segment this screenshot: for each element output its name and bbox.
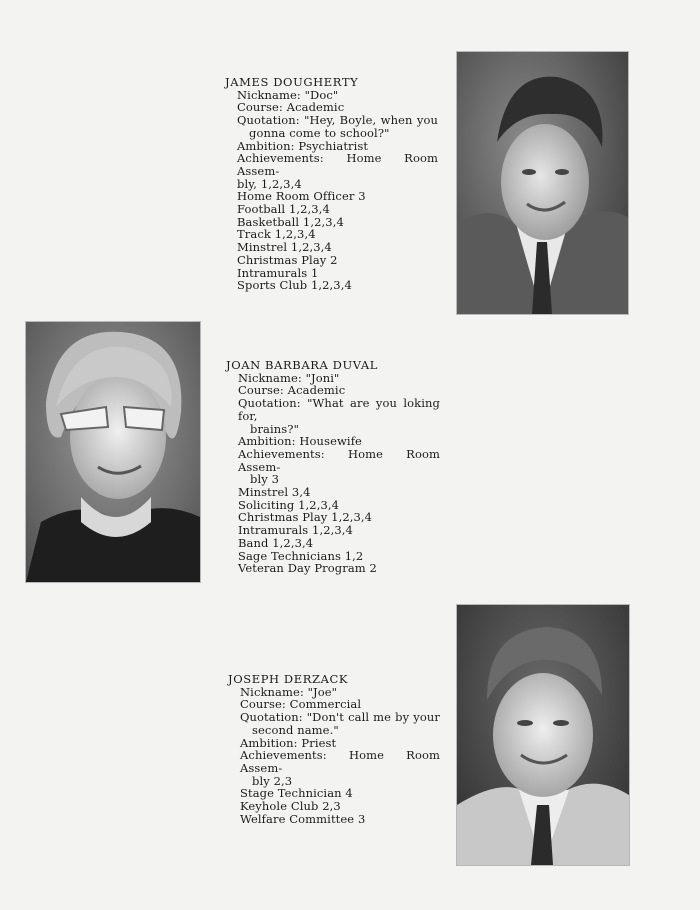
portrait-image bbox=[26, 322, 200, 582]
detail-line: Quotation: "What are you loking for, bbox=[238, 396, 440, 423]
student-details bbox=[238, 372, 440, 575]
detail-line: Ambition: Psychiatrist bbox=[237, 138, 369, 153]
detail-line: gonna come to school?" bbox=[249, 125, 390, 140]
portrait-image bbox=[457, 605, 629, 865]
detail-line: bly 3 bbox=[250, 472, 280, 487]
detail-line: Soliciting 1,2,3,4 bbox=[238, 497, 340, 512]
detail-line: Course: Academic bbox=[238, 383, 346, 398]
detail-line: Christmas Play 2 bbox=[237, 252, 338, 267]
detail-line: Nickname: "Joni" bbox=[238, 370, 340, 385]
student-name: JOSEPH DERZACK bbox=[228, 672, 349, 686]
detail-line: Stage Technician 4 bbox=[240, 786, 353, 801]
detail-line: Nickname: "Doc" bbox=[237, 87, 339, 102]
detail-line: Intramurals 1 bbox=[237, 265, 319, 280]
detail-line: second name." bbox=[252, 722, 339, 737]
portrait-image bbox=[457, 52, 628, 314]
student-details bbox=[237, 89, 438, 292]
student-entry-dougherty bbox=[225, 76, 438, 292]
detail-line: Minstrel 1,2,3,4 bbox=[237, 240, 332, 255]
detail-line: Course: Academic bbox=[237, 100, 345, 115]
detail-line: bly, 1,2,3,4 bbox=[237, 176, 302, 191]
detail-line: Achievements: Home Room Assem- bbox=[237, 151, 438, 178]
detail-line: Welfare Committee 3 bbox=[240, 811, 366, 826]
detail-line: Quotation: "Don't call me by your bbox=[240, 710, 440, 725]
detail-line: Basketball 1,2,3,4 bbox=[237, 214, 344, 229]
detail-line: Ambition: Priest bbox=[240, 735, 337, 750]
detail-line: Christmas Play 1,2,3,4 bbox=[238, 510, 373, 525]
detail-line: Minstrel 3,4 bbox=[238, 485, 311, 500]
detail-line: brains?" bbox=[250, 421, 299, 436]
detail-line: Sage Technicians 1,2 bbox=[238, 548, 364, 563]
student-photo-dougherty bbox=[457, 52, 628, 314]
student-entry-derzack bbox=[228, 673, 440, 825]
detail-line: Veteran Day Program 2 bbox=[238, 561, 377, 576]
detail-line: Ambition: Housewife bbox=[238, 434, 362, 449]
student-details bbox=[240, 686, 440, 826]
detail-line: Band 1,2,3,4 bbox=[238, 535, 314, 550]
detail-line: Achievements: Home Room Assem- bbox=[238, 446, 440, 474]
detail-line: Achievements: Home Room Assem- bbox=[240, 748, 440, 775]
detail-line: Football 1,2,3,4 bbox=[237, 202, 330, 217]
detail-line: Sports Club 1,2,3,4 bbox=[237, 278, 352, 293]
student-photo-duval bbox=[26, 322, 200, 582]
student-entry-duval bbox=[226, 359, 440, 575]
student-name: JOAN BARBARA DUVAL bbox=[226, 358, 379, 372]
detail-line: Track 1,2,3,4 bbox=[237, 227, 316, 242]
detail-line: Home Room Officer 3 bbox=[237, 189, 366, 204]
detail-line: Course: Commercial bbox=[240, 697, 362, 712]
student-photo-derzack bbox=[457, 605, 629, 865]
detail-line: Keyhole Club 2,3 bbox=[240, 799, 341, 814]
detail-line: Intramurals 1,2,3,4 bbox=[238, 523, 353, 538]
student-name: JAMES DOUGHERTY bbox=[225, 75, 359, 89]
detail-line: Nickname: "Joe" bbox=[240, 684, 338, 699]
detail-line: bly 2,3 bbox=[252, 773, 293, 788]
detail-line: Quotation: "Hey, Boyle, when you bbox=[237, 113, 438, 128]
